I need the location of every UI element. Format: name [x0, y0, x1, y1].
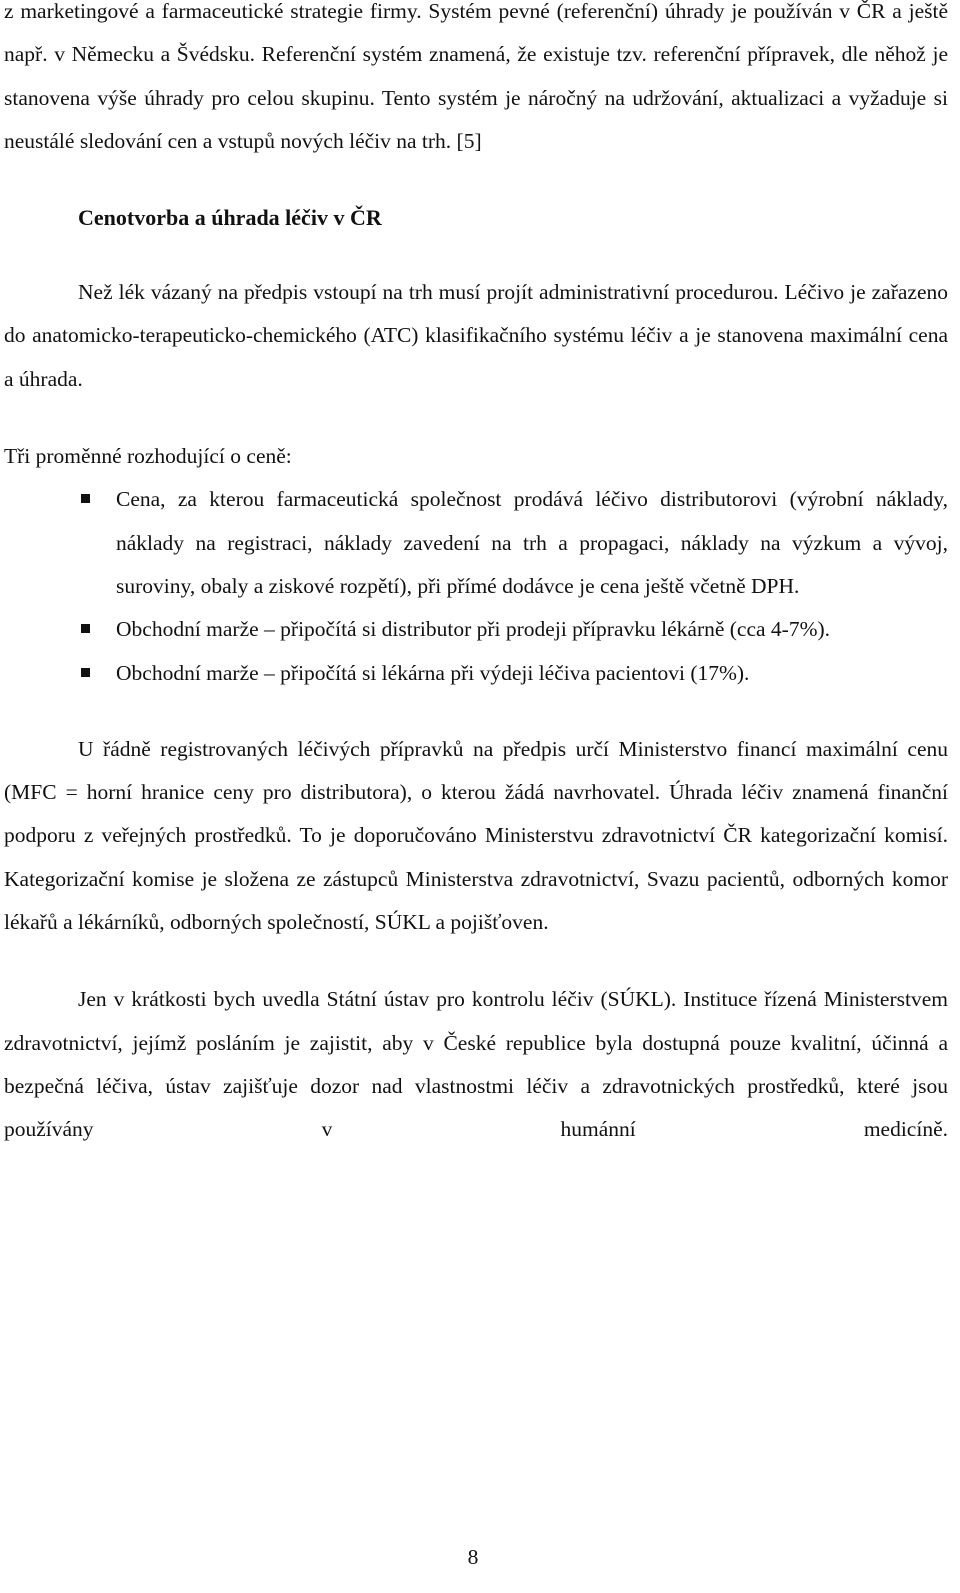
section-heading: Cenotvorba a úhrada léčiv v ČR [78, 205, 382, 231]
intro-paragraph: z marketingové a farmaceutické strategie firmy. Systém pevné (referenční) úhrady je používán v ČR a ještě např. v Německu a Švédsku. Referenční systém znamená, že existuje tzv. referenční přípravek, dle něhož je stanovena výše úhrady pro celou skupinu. Tento systém je náročný na udržování, aktualizaci a vyžaduje si neustálé sledování cen a vstupů nových léčiv na trh. [5] [4, 0, 948, 153]
page-number: 8 [467, 1545, 479, 1569]
square-bullet-icon [81, 624, 90, 633]
list-item-text: Obchodní marže – připočítá si distributor při prodeji přípravku lékárně (cca 4-7%). [116, 617, 831, 642]
list-item-text: Obchodní marže – připočítá si lékárna při výdeji léčiva pacientovi (17%). [116, 660, 750, 685]
square-bullet-icon [81, 494, 90, 503]
price-variables-list [4, 478, 948, 694]
list-item-text: Cena, za kterou farmaceutická společnost prodává léčivo distributorovi (výrobní náklady, náklady na registraci, náklady zavedení na trh a propagaci, náklady na výzkum a vývoj, suroviny, obaly a ziskové rozpětí), při přímé dodávce je cena ještě včetně DPH. [116, 487, 948, 598]
list-item [4, 608, 948, 651]
document-page [4, 0, 948, 1152]
registration-paragraph: Než lék vázaný na předpis vstoupí na trh musí projít administrativní procedurou. Léčivo je zařazeno do anatomicko-terapeuticko-chemického (ATC) klasifikačního systému léčiv a je stanovena maximální cena a úhrada. [4, 280, 948, 391]
list-item [4, 652, 948, 695]
variables-intro: Tři proměnné rozhodující o ceně: [4, 444, 292, 469]
list-item [4, 478, 948, 608]
sukl-paragraph: Jen v krátkosti bych uvedla Státní ústav pro kontrolu léčiv (SÚKL). Instituce řízená Ministerstvem zdravotnictví, jejímž posláním je zajistit, aby v České republice byla dostupná pouze kvalitní, účinná a bezpečná léčiva, ústav zajišťuje dozor nad vlastnostmi léčiv a zdravotnických prostředků, které jsou používány v humánní medicíně. [4, 987, 948, 1142]
ministry-paragraph: U řádně registrovaných léčivých přípravků na předpis určí Ministerstvo financí maximální cenu (MFC = horní hranice ceny pro distributora), o kterou žádá navrhovatel. Úhrada léčiv znamená finanční podporu z veřejných prostředků. To je doporučováno Ministerstvu zdravotnictví ČR kategorizační komisí. Kategorizační komise je složena ze zástupců Ministerstva zdravotnictví, Svazu pacientů, odborných komor lékařů a lékárníků, odborných společností, SÚKL a pojišťoven. [4, 736, 948, 935]
square-bullet-icon [81, 668, 90, 677]
